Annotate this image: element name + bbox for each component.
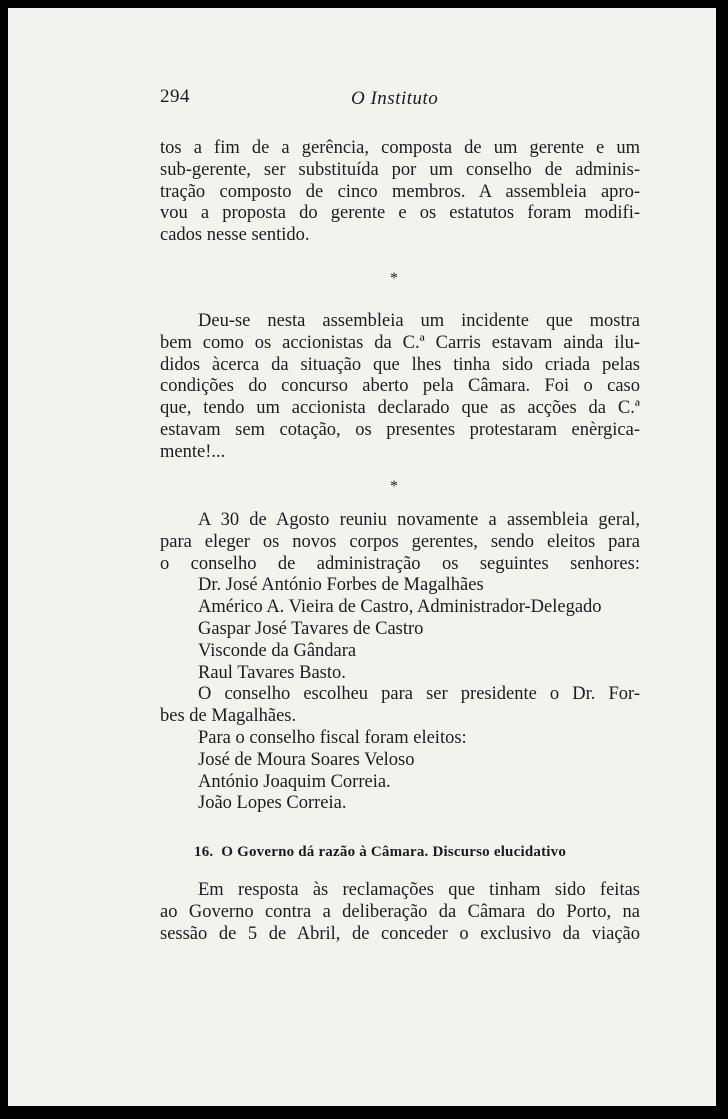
section-number: 16. bbox=[194, 844, 214, 860]
board-member: Visconde da Gândara bbox=[198, 640, 357, 661]
text-line: ao Governo contra a deliberação da Câmara do Porto, na bbox=[160, 901, 640, 922]
text-line: para eleger os novos corpos gerentes, sendo eleitos para bbox=[160, 531, 640, 552]
paragraph-incident bbox=[160, 311, 640, 464]
text-line: A 30 de Agosto reuniu novamente a assembleia geral, bbox=[198, 510, 640, 530]
board-member: Américo A. Vieira de Castro, Administrador-Delegado bbox=[198, 597, 602, 618]
text-line: tração composto de cinco membros. A assembleia apro- bbox=[160, 181, 640, 202]
paragraph-continuation bbox=[160, 138, 640, 247]
section-heading bbox=[194, 844, 566, 861]
text-line: bes de Magalhães. bbox=[160, 706, 297, 727]
running-title: O Instituto bbox=[351, 88, 439, 109]
board-member: Dr. José António Forbes de Magalhães bbox=[198, 575, 484, 596]
text-line: didos àcerca da situação que lhes tinha sido criada pelas bbox=[160, 354, 640, 375]
fiscal-member: José de Moura Soares Veloso bbox=[198, 749, 415, 770]
text-line: mente!... bbox=[160, 441, 226, 462]
board-member: Gaspar José Tavares de Castro bbox=[198, 618, 424, 639]
text-line: estavam sem cotação, os presentes protestaram enèrgica- bbox=[160, 419, 640, 440]
fiscal-member: João Lopes Correia. bbox=[198, 793, 347, 814]
fiscal-member: António Joaquim Correia. bbox=[198, 771, 391, 792]
text-line: o conselho de administração os seguintes senhores: bbox=[160, 553, 640, 574]
text-line: Deu-se nesta assembleia um incidente que mostra bbox=[198, 311, 640, 331]
text-line: que, tendo um accionista declarado que as acções da C.ª bbox=[160, 398, 640, 419]
section-separator: * bbox=[390, 478, 398, 495]
text-line: Em resposta às reclamações que tinham sido feitas bbox=[198, 880, 640, 900]
text-line: tos a fim de a gerência, composta de um gerente e um bbox=[160, 138, 640, 158]
text-line: cados nesse sentido. bbox=[160, 225, 310, 246]
paragraph-response bbox=[160, 880, 640, 945]
text-line: sessão de 5 de Abril, de conceder o exclusivo da viação bbox=[160, 923, 640, 944]
section-title: O Governo dá razão à Câmara. Discurso elucidativo bbox=[221, 844, 567, 860]
text-line: bem como os accionistas da C.ª Carris estavam ainda ilu- bbox=[160, 332, 640, 353]
text-line: vou a proposta do gerente e os estatutos foram modifi- bbox=[160, 203, 640, 224]
text-line: condições do concurso aberto pela Câmara. Foi o caso bbox=[160, 376, 640, 397]
book-page bbox=[8, 8, 716, 1106]
fiscal-intro: Para o conselho fiscal foram eleitos: bbox=[198, 727, 467, 748]
page-number: 294 bbox=[160, 86, 190, 107]
text-line: O conselho escolheu para ser presidente o Dr. For- bbox=[198, 684, 640, 705]
text-line: sub-gerente, ser substituída por um conselho de adminis- bbox=[160, 159, 640, 180]
board-member: Raul Tavares Basto. bbox=[198, 662, 346, 683]
paragraph-assembly bbox=[160, 510, 640, 815]
page-header bbox=[8, 86, 716, 114]
section-separator: * bbox=[390, 270, 398, 287]
